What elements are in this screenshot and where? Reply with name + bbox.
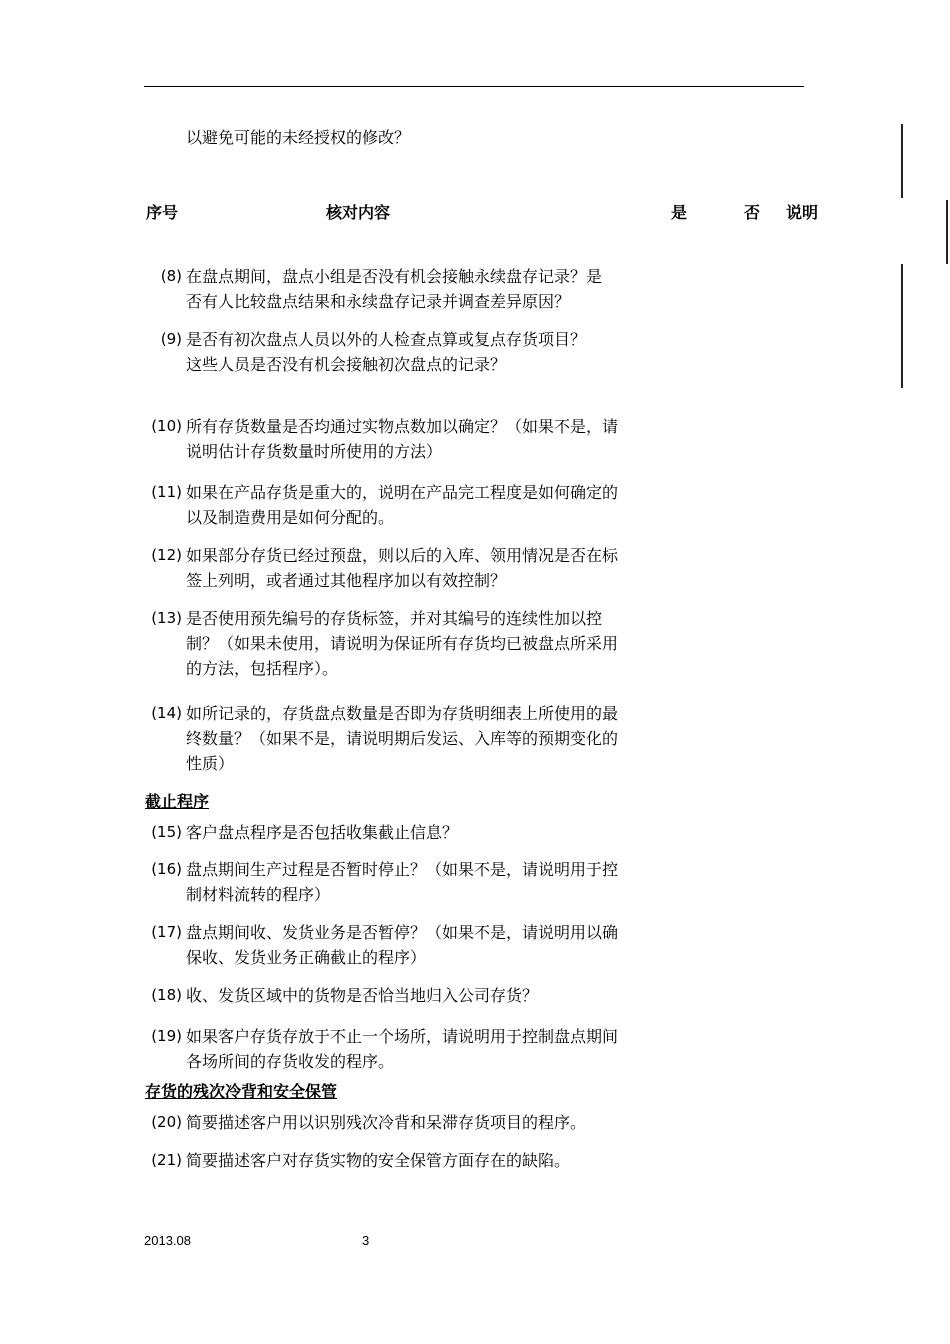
item-line: 盘点期间生产过程是否暂时停止？（如果不是，请说明用于控 [186,860,619,879]
item-line: 这些人员是否没有机会接触初次盘点的记录？ [186,355,507,374]
item-text [186,1148,656,1173]
header-rule [144,86,804,87]
footer-page-number: 3 [362,1233,370,1248]
item-number: (19) [151,1027,182,1045]
item-line: 简要描述客户对存货实物的安全保管方面存在的缺陷。 [186,1151,571,1170]
item-text [186,543,656,593]
item-number: (17) [151,923,182,941]
item-number: (16) [151,860,182,878]
item-line: 收、发货区域中的货物是否恰当地归入公司存货？ [186,986,539,1005]
item-text [186,983,656,1008]
item-text [186,1024,656,1074]
footer-date: 2013.08 [144,1233,191,1248]
item-number: (20) [151,1113,182,1131]
item-text [186,414,656,464]
item-line: 保收、发货业务正确截止的程序） [186,948,427,967]
intro-text: 以避免可能的未经授权的修改？ [186,128,411,147]
item-number: (14) [151,704,182,722]
item-line: 如所记录的，存货盘点数量是否即为存货明细表上所使用的最 [186,704,619,723]
item-line: 是否有初次盘点人员以外的人检查点算或复点存货项目？ [186,330,587,349]
item-line: 性质） [186,754,235,773]
item-line: 如果客户存货存放于不止一个场所，请说明用于控制盘点期间 [186,1027,619,1046]
item-text [186,857,656,907]
item-line: 各场所间的存货收发的程序。 [186,1052,395,1071]
header-no: 序号 [146,203,179,222]
item-line: 签上列明，或者通过其他程序加以有效控制？ [186,571,507,590]
item-line: 是否使用预先编号的存货标签，并对其编号的连续性加以控 [186,609,603,628]
item-text [186,264,656,314]
margin-bar [946,200,948,264]
item-number: (11) [151,483,182,501]
item-line: 所有存货数量是否均通过实物点数加以确定？（如果不是，请 [186,417,619,436]
item-number: (12) [151,546,182,564]
item-line: 简要描述客户用以识别残次冷背和呆滞存货项目的程序。 [186,1113,587,1132]
item-number: (8) [160,267,182,285]
item-line: 如果部分存货已经过预盘，则以后的入库、领用情况是否在标 [186,546,619,565]
header-no-col: 否 [744,203,761,222]
section-cutoff: 截止程序 [145,792,210,811]
item-number: (9) [160,330,182,348]
item-text [186,1110,656,1135]
item-text [186,701,656,776]
item-number: (13) [151,609,182,627]
header-content: 核对内容 [326,203,391,222]
item-number: (10) [151,417,182,435]
item-line: 如果在产品存货是重大的，说明在产品完工程度是如何确定的 [186,483,619,502]
item-line: 说明估计存货数量时所使用的方法） [186,442,443,461]
item-line: 的方法，包括程序）。 [186,659,339,678]
item-line: 制？（如果未使用，请说明为保证所有存货均已被盘点所采用 [186,634,619,653]
item-line: 盘点期间收、发货业务是否暂停？（如果不是，请说明用以确 [186,923,619,942]
margin-bar [901,124,903,198]
item-text [186,606,656,681]
item-line: 以及制造费用是如何分配的。 [186,508,395,527]
item-text [186,327,656,377]
item-line: 制材料流转的程序） [186,885,331,904]
item-number: (15) [151,823,182,841]
item-text [186,480,656,530]
section-obsolete: 存货的残次冷背和安全保管 [145,1082,338,1101]
margin-bar [901,264,903,388]
item-number: (21) [151,1151,182,1169]
header-note: 说明 [786,203,819,222]
item-line: 在盘点期间，盘点小组是否没有机会接触永续盘存记录？是 [186,267,603,286]
item-line: 否有人比较盘点结果和永续盘存记录并调查差异原因？ [186,292,571,311]
item-line: 客户盘点程序是否包括收集截止信息？ [186,823,459,842]
item-number: (18) [151,986,182,1004]
item-text [186,920,656,970]
item-text [186,820,656,845]
header-yes: 是 [671,203,688,222]
item-line: 终数量？（如果不是，请说明期后发运、入库等的预期变化的 [186,729,619,748]
